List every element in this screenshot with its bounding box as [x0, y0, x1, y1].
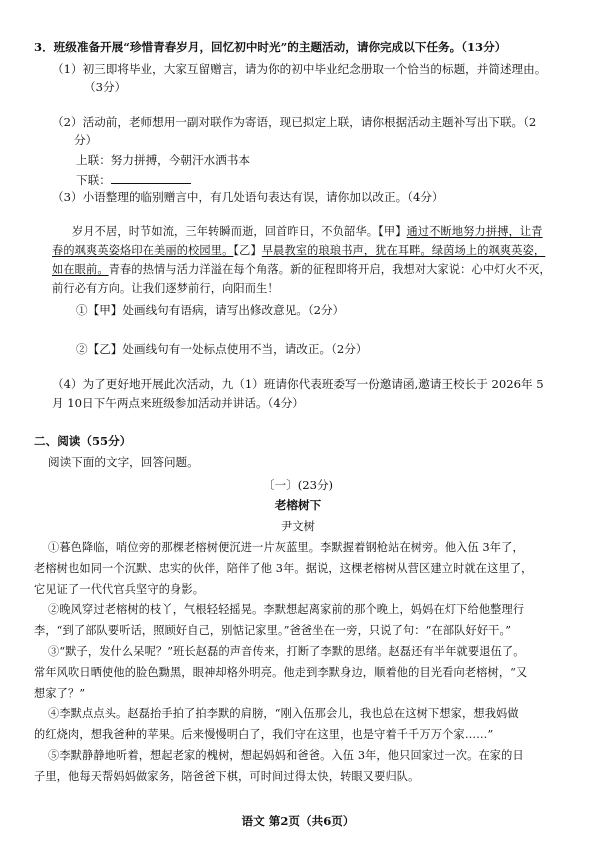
sub-question-1: ①【甲】处画线句有语病，请写出修改意见。（2分）	[76, 303, 345, 317]
story-p5-line2: 子里，他每天帮妈妈做家务，陪爸爸下棋，可时间过得太快，转眼又要归队。	[34, 770, 420, 783]
underlined-sentence-jia: 通过不断地努力拼搏，让青	[406, 225, 543, 238]
couplet-lower	[76, 172, 191, 188]
q3-part3-line1: （3）小语整理的临别赠言中，有几处语句表达有误，请你加以改正。（4分）	[52, 190, 444, 204]
underlined-sentence-jia-cont: 春的飒爽英姿烙印在美丽的校园里。	[52, 244, 234, 257]
story-p2-line2: 李，“到了部队要听话，照顾好自己，别惦记家里。”爸爸坐在一旁，只说了句：“在部队好好干。”	[34, 624, 512, 637]
page-footer: 语文 第2页（共6页）	[241, 814, 355, 828]
sub-question-2: ②【乙】处画线句有一处标点使用不当，请改正。（2分）	[76, 342, 368, 356]
story-p3-line3: 想家了？”	[34, 687, 86, 700]
story-p1-line3: 它见证了一代代官兵坚守的身影。	[34, 583, 205, 596]
story-p2-line1: ②晚风穿过老榕树的枝丫，气根轻轻摇晃。李默想起离家前的那个晚上，妈妈在灯下给他整理行	[48, 603, 525, 616]
story-p5-line1: ⑤李默静静地听着，想起老家的槐树，想起妈妈和爸爸。入伍 3年，他只回家过一次。在家的日	[48, 749, 524, 762]
q3-part1-line2: （3分）	[84, 80, 127, 94]
passage-line3	[52, 262, 551, 277]
story-title: 老榕树下	[274, 498, 322, 512]
underlined-sentence-yi: 早晨教室的琅琅书声，犹在耳畔。绿茵场上的飒爽英姿，	[261, 244, 546, 257]
passage-line4: 前行必有方向。让我们逐梦前行，向阳而生！	[52, 282, 279, 295]
story-p1-line2: 老榕树也如同一个沉默、忠实的伙伴，陪伴了他 3年。据说，这棵老榕树从营区建立时就在这里了，	[34, 562, 533, 575]
q3-part1-line1: （1）初三即将毕业，大家互留赠言，请为你的初中毕业纪念册取一个恰当的标题，并简述理由。	[52, 62, 547, 76]
story-p1-line1: ①暮色降临，哨位旁的那棵老榕树便沉进一片灰蓝里。李默握着钢枪站在树旁。他入伍 3年了，	[48, 541, 524, 554]
underlined-sentence-yi-cont: 如在眼前。	[52, 263, 109, 276]
couplet-upper: 上联：努力拼搏，今朝汗水洒书本	[76, 153, 250, 167]
passage-line2	[52, 243, 545, 258]
couplet-lower-label: 下联：	[76, 173, 111, 187]
q3-part2-line1: （2）活动前，老师想用一副对联作为寄语，现已拟定上联，请你根据活动主题补写出下联。（2	[52, 115, 537, 129]
q3-part4-line2: 月 10日下午两点来班级参加活动并讲话。（4分）	[52, 396, 304, 410]
section-heading: 二、阅读（55分）	[34, 434, 132, 448]
story-p4-line2: 的红烧肉，想我爸种的苹果。后来慢慢明白了，我们守在这里，也是守着千千万万个家……”	[34, 728, 494, 741]
passage-line1	[72, 224, 543, 239]
story-p3-line1: ③“默子，发什么呆呢？”班长赵磊的声音传来，打断了李默的思绪。赵磊还有半年就要退伍了。	[48, 645, 525, 658]
q3-part2-line2: 分）	[74, 133, 98, 147]
passage-text: 岁月不居，时节如流，三年转瞬而逝，回首昨日，不负韶华。【甲】	[72, 225, 407, 238]
story-p4-line1: ④李默点点头。赵磊抬手拍了拍李默的肩膀，“刚入伍那会儿，我也总在这树下想家，想我妈做	[48, 707, 519, 720]
answer-blank	[111, 172, 191, 184]
passage-text: 青春的热情与活力洋溢在每个角落。新的征程即将开启，我想对大家说：心中灯火不灭，	[108, 263, 551, 276]
part-label: 〔一〕(23分)	[262, 478, 334, 492]
story-p3-line2: 常年风吹日晒使他的脸色黝黑，眼神却格外明亮。他走到李默身边，顺着他的目光看向老榕树，“又	[34, 666, 528, 679]
story-author: 尹文树	[280, 520, 315, 533]
q3-part4-line1: （4）为了更好地开展此次活动，九（1）班请你代表班委写一份邀请函,邀请王校长于 2026年 5	[52, 377, 544, 391]
section-instruction: 阅读下面的文字，回答问题。	[48, 455, 199, 469]
marker-yi: 【乙】	[233, 244, 262, 257]
q3-title: 3．班级准备开展“珍惜青春岁月，回忆初中时光”的主题活动，请你完成以下任务。（13分）	[34, 40, 507, 54]
